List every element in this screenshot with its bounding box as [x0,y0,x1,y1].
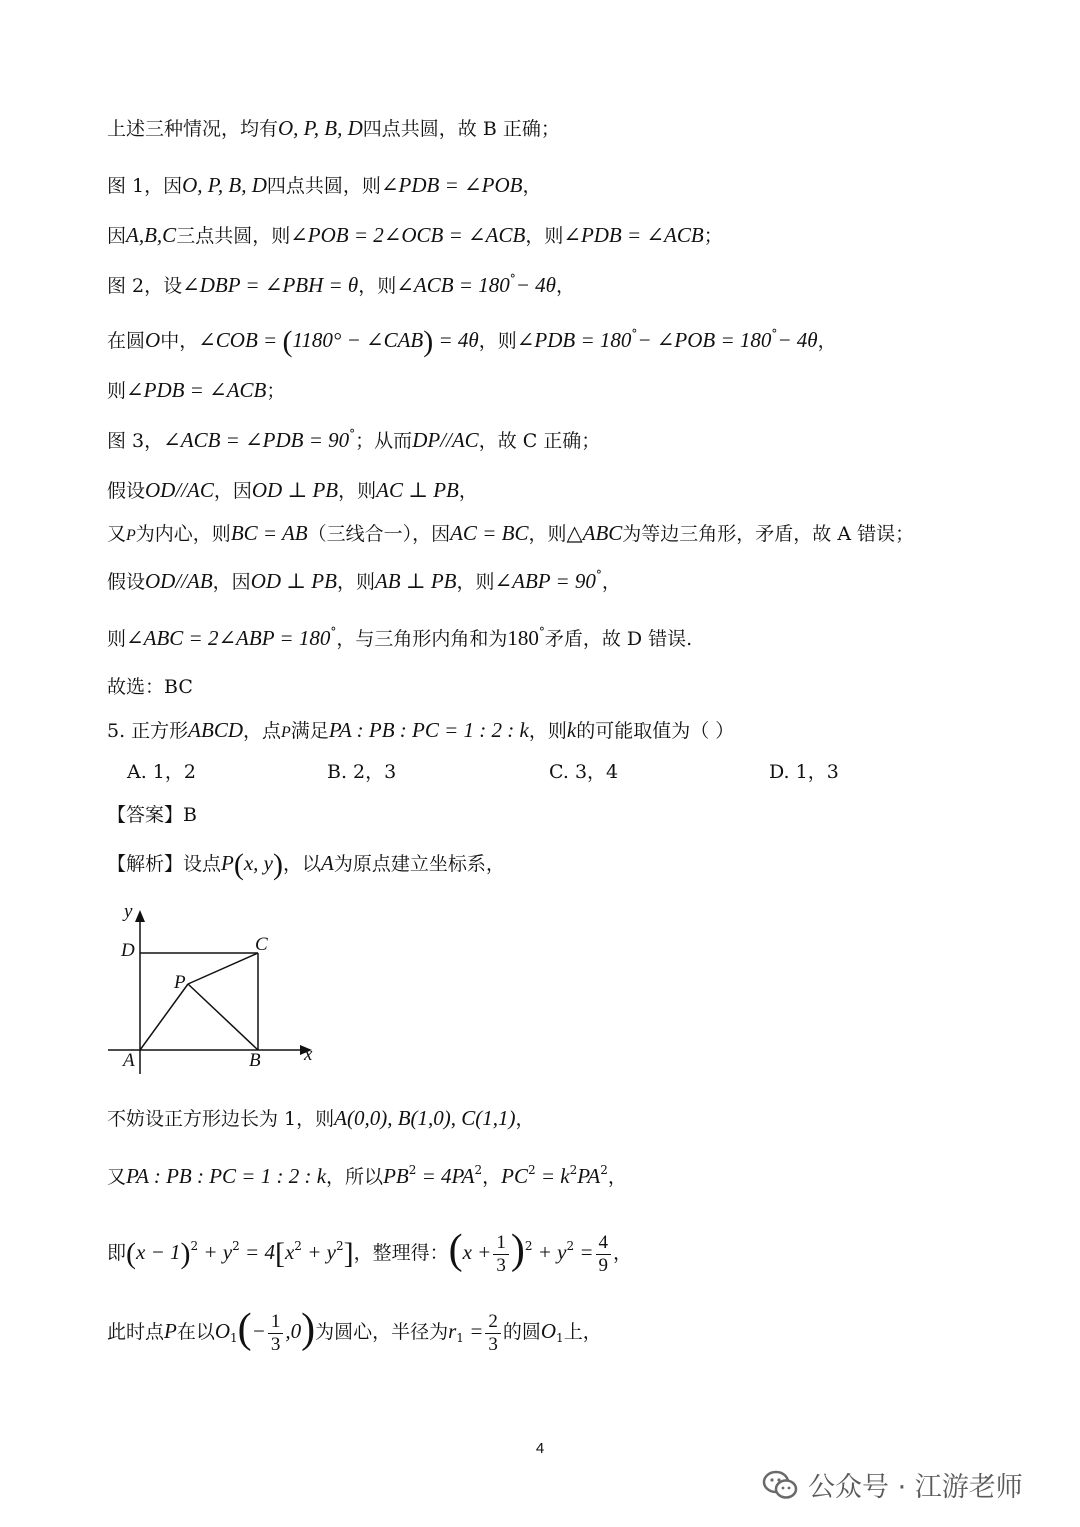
page-number: 4 [535,1440,545,1457]
label-x: x [304,1044,313,1065]
question-5-options [0,758,1080,786]
line-answer-choice: 故选：BC [107,676,193,698]
line-figure3: 图 3，∠ACB = ∠PDB = 90°；从而DP//AC，故 C 正确； [107,427,601,452]
line-incenter: 又P为内心，则BC = AB（三线合一），因AC = BC，则△ABC为等边三角形，矛盾，故 A 错误； [107,521,915,545]
line-conclusion-d: 则∠ABC = 2∠ABP = 180°，与三角形内角和为180°矛盾，故 D 错误. [107,625,693,650]
option-a: A. 1，2 [127,761,196,783]
line-assume-od-ac: 假设OD//AC，因OD ⊥ PB，则AC ⊥ PB， [107,478,478,502]
option-d: D. 1，3 [769,761,839,783]
line-figure2-c: 则∠PDB = ∠ACB； [107,378,286,402]
line-circle-center: 此时点P在以$O_1(-$ $\frac{1}{3}$ ,0)为圆心，半径为$r_1$ = $\frac{2}{3}$ 的圆$O_1$上， [107,1306,602,1355]
fraction-one-third: $\frac{1}{3}$ [493,1232,509,1277]
label-p: P [174,972,186,993]
fraction-four-ninths: $\frac{4}{9}$ [596,1232,612,1277]
label-c: C [255,934,268,955]
label-b: B [249,1050,261,1071]
option-c: C. 3，4 [549,761,619,783]
line-figure1-b: 因A,B,C三点共圆，则∠POB = 2∠OCB = ∠ACB，则∠PDB = ∠ACB； [107,223,723,247]
segment-pc [188,953,258,984]
line-figure2-a: 图 2，设∠DBP = ∠PBH = θ，则∠ACB = 180°− 4θ， [107,272,575,297]
label-y: y [124,901,133,922]
analysis-intro: 【解析】设点P(x, y)，以A为原点建立坐标系， [107,848,505,881]
wechat-icon [762,1469,798,1501]
question-5: 5. 正方形ABCD，点P满足PA : PB : PC = 1 : 2 : k，则k的可能取值为（ ） [107,718,735,742]
line-assume-od-ab: 假设OD//AB，因OD ⊥ PB，则AB ⊥ PB，则∠ABP = 90°， [107,568,621,593]
line-ratio: 又PA : PB : PC = 1 : 2 : k，所以$PB^2 = 4PA^2$，$PC^2 = k^2PA^2$， [107,1163,627,1188]
line-circle-equation: 即$(x - 1)^2 + y^2 = 4[x^2 + y^2]$，整理得：(x + $\frac{1}{3}$ )$^2 + y^2$ = $\frac{4}{9}$ ， [107,1227,633,1276]
line-figure1-a: 图 1，因O, P, B, D四点共圆，则∠PDB = ∠POB， [107,173,542,197]
label-a: A [123,1050,135,1071]
watermark [762,1465,1023,1504]
line-conclusion-b: 上述三种情况，均有O, P, B, D四点共圆，故 B 正确； [107,116,560,140]
watermark-text: 公众号 · 江游老师 [808,1472,1023,1503]
answer-label: 【答案】B [107,804,197,826]
y-axis-arrow [135,910,145,922]
label-d: D [121,940,135,961]
line-figure2-b: 在圆O中，∠COB = (1180° − ∠CAB) = 4θ，则∠PDB = 180°− ∠POB = 180°− 4θ， [107,325,837,358]
line-coordinates: 不妨设正方形边长为 1，则A(0,0), B(1,0), C(1,1)， [107,1106,535,1130]
segment-pa [140,984,188,1050]
coordinate-figure [100,898,330,1078]
fraction-two-thirds: $\frac{2}{3}$ [485,1311,501,1356]
segment-pb [188,984,258,1050]
fraction-one-third-center: $\frac{1}{3}$ [268,1311,284,1356]
option-b: B. 2，3 [327,761,397,783]
